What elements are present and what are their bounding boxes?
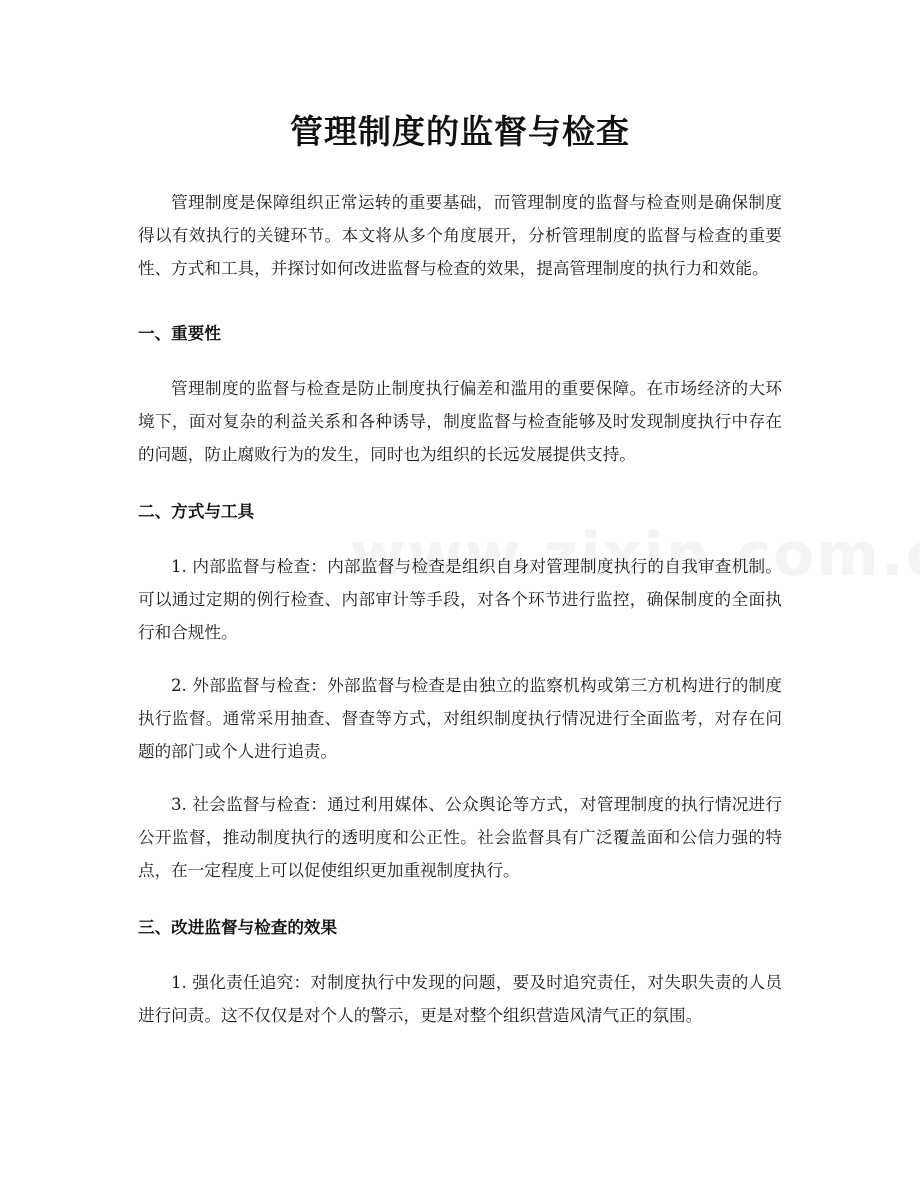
section-heading-methods: 二、方式与工具: [138, 502, 255, 521]
section-paragraph: 1. 内部监督与检查：内部监督与检查是组织自身对管理制度执行的自我审查机制。可以通过定期的例行检查、内部审计等手段，对各个环节进行监控，确保制度的全面执行和合规性。: [138, 557, 782, 642]
section-paragraph: 1. 强化责任追究：对制度执行中发现的问题，要及时追究责任，对失职失责的人员进行问责。这不仅仅是对个人的警示，更是对整个组织营造风清气正的氛围。: [138, 973, 782, 1025]
intro-paragraph: 管理制度是保障组织正常运转的重要基础，而管理制度的监督与检查则是确保制度得以有效执行的关键环节。本文将从多个角度展开，分析管理制度的监督与检查的重要性、方式和工具，并探讨如何改进监督与检查的效果，提高管理制度的执行力和效能。: [138, 193, 782, 278]
section-heading-improvement: 三、改进监督与检查的效果: [138, 918, 338, 937]
section-paragraph: 管理制度的监督与检查是防止制度执行偏差和滥用的重要保障。在市场经济的大环境下，面对复杂的利益关系和各种诱导，制度监督与检查能够及时发现制度执行中存在的问题，防止腐败行为的发生，同时也为组织的长远发展提供支持。: [138, 379, 782, 464]
section-paragraph: 2. 外部监督与检查：外部监督与检查是由独立的监察机构或第三方机构进行的制度执行监督。通常采用抽查、督查等方式，对组织制度执行情况进行全面监考，对存在问题的部门或个人进行追责。: [138, 676, 782, 761]
section-heading-importance: 一、重要性: [138, 324, 221, 343]
document-title: 管理制度的监督与检查: [290, 112, 630, 151]
section-paragraph: 3. 社会监督与检查：通过利用媒体、公众舆论等方式，对管理制度的执行情况进行公开监督，推动制度执行的透明度和公正性。社会监督具有广泛覆盖面和公信力强的特点，在一定程度上可以促使组织更加重视制度执行。: [138, 795, 782, 880]
